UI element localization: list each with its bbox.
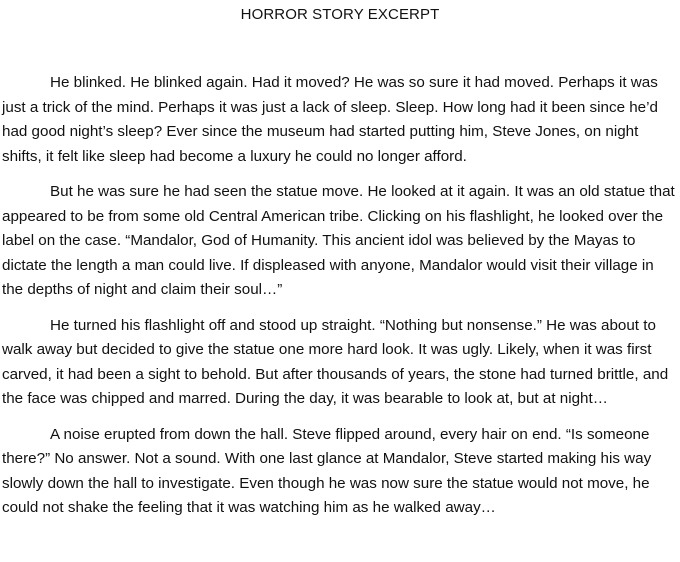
paragraph-2: But he was sure he had seen the statue move. He looked at it again. It was an old statue that appeared to be from some old Central American tribe. Clicking on his flashlight, he looked over the label on the case. “Mandalor, God of Humanity. This ancient idol was believed by the Mayas to dictate the length a man could live. If displeased with anyone, Mandalor would visit their village in the depths of night and claim their soul…”: [2, 183, 675, 298]
document-title: HORROR STORY EXCERPT: [240, 6, 440, 23]
paragraph-3: He turned his flashlight off and stood up straight. “Nothing but nonsense.” He was about to walk away but decided to give the statue one more hard look. It was ugly. Likely, when it was first carved, it had been a sight to behold. But after thousands of years, the stone had turned brittle, and the face was chipped and marred. During the day, it was bearable to look at, but at night…: [2, 316, 669, 407]
paragraph-4: A noise erupted from down the hall. Steve flipped around, every hair on end. “Is someone there?” No answer. Not a sound. With one last glance at Mandalor, Steve started making his way slowly down the hall to investigate. Even though he was now sure the statue would not move, he could not shake the feeling that it was watching him as he walked away…: [2, 425, 652, 516]
paragraph-1: He blinked. He blinked again. Had it moved? He was so sure it had moved. Perhaps it was just a trick of the mind. Perhaps it was just a lack of sleep. Sleep. How long had it been since he’d had good night’s sleep? Ever since the museum had started putting him, Steve Jones, on night shifts, it felt like sleep had become a luxury he could no longer afford.: [2, 74, 658, 165]
